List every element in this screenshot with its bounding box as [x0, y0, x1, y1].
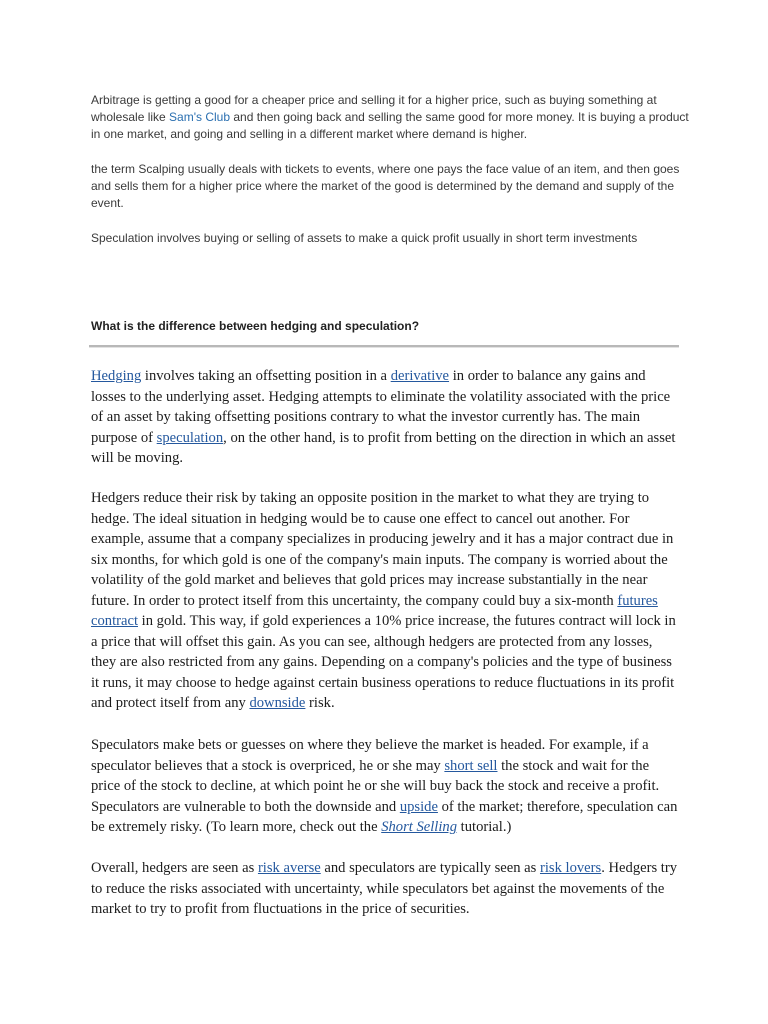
arbitrage-text-2: and then going back and selling the same good for more money. It is buying a product in one market, and going and selling in a different market where demand is higher. — [91, 110, 689, 141]
speculation-paragraph: Speculation involves buying or selling of assets to make a quick profit usually in short term investments — [91, 231, 638, 245]
p4-text-2: and speculators are typically seen as — [320, 860, 540, 876]
hedging-link[interactable]: Hedging — [91, 368, 142, 384]
overall-paragraph — [91, 858, 681, 920]
speculation-link[interactable]: speculation — [156, 429, 224, 446]
hedging-paragraph — [91, 366, 681, 469]
downside-link[interactable]: downside — [249, 695, 306, 711]
sams-club-link[interactable]: Sam's Club — [169, 110, 231, 124]
arbitrage-paragraph — [91, 92, 691, 143]
speculators-paragraph — [91, 735, 681, 838]
short-sell-link[interactable]: short sell — [444, 757, 498, 774]
scalping-paragraph: the term Scalping usually deals with tickets to events, where one pays the face value of an item, and then goes and sells them for a higher price where the market of the good is determined by the demand and supply of the event. — [91, 162, 680, 210]
short-selling-link[interactable]: Short Selling — [381, 819, 458, 835]
question-heading: What is the difference between hedging and speculation? — [91, 319, 420, 333]
risk-averse-link[interactable]: risk averse — [257, 860, 321, 876]
p3-text-4: tutorial.) — [457, 819, 512, 835]
heading-divider — [89, 345, 679, 348]
derivative-link[interactable]: derivative — [390, 368, 450, 384]
p1-text-2: in order to balance any gains and losses to the underlying asset. Hedging attempts to eliminate the volatility associated with the price of an asset by taking offsetting positions contrary to what the investor currently has. The main purpose of — [91, 368, 671, 446]
futures-contract-link[interactable]: futures contract — [91, 592, 658, 629]
p2-text-1: Hedgers reduce their risk by taking an opposite position in the market to what they are trying to hedge. The ideal situation in hedging would be to cause one effect to cancel out another. For example, assume that a company specializes in producing jewelry and it has a major contract due in six months, for which gold is one of the company's main inputs. The company is worried about the volatility of the gold market and believes that gold prices may increase substantially in the near future. In order to protect itself from this uncertainty, the company could buy a six-month — [91, 490, 674, 609]
arbitrage-text-1: Arbitrage is getting a good for a cheaper price and selling it for a higher price, such as buying something at wholesale like — [91, 93, 657, 124]
risk-lovers-link[interactable]: risk lovers — [539, 860, 602, 876]
p2-text-2: in gold. This way, if gold experiences a 10% price increase, the futures contract will lock in a price that will offset this gain. As you can see, although hedgers are protected from any losses, they are also restricted from any gains. Depending on a company's policies and the type of business it runs, it may choose to hedge against certain business operations to reduce fluctuations in its profit and protect itself from any — [91, 613, 676, 711]
p1-text-1: involves taking an offsetting position in a — [141, 368, 391, 384]
p4-text-1: Overall, hedgers are seen as — [91, 860, 258, 876]
p3-text-1: Speculators make bets or guesses on where they believe the market is headed. For example, if a speculator believes that a stock is overpriced, he or she may — [91, 737, 649, 774]
p2-text-3: risk. — [305, 695, 335, 711]
p1-text-3: , on the other hand, is to profit from betting on the direction in which an asset will be moving. — [91, 429, 676, 466]
p3-text-2: the stock and wait for the price of the stock to decline, at which point he or she will buy back the stock and receive a profit. Speculators are vulnerable to both the downside and — [91, 757, 660, 815]
hedgers-paragraph — [91, 488, 681, 714]
p3-text-3: of the market; therefore, speculation can be extremely risky. (To learn more, check out the — [91, 798, 678, 835]
upside-link[interactable]: upside — [399, 798, 438, 815]
p4-text-3: . Hedgers try to reduce the risks associated with uncertainty, while speculators bet against the movements of the market to try to profit from fluctuations in the price of securities. — [91, 860, 677, 917]
